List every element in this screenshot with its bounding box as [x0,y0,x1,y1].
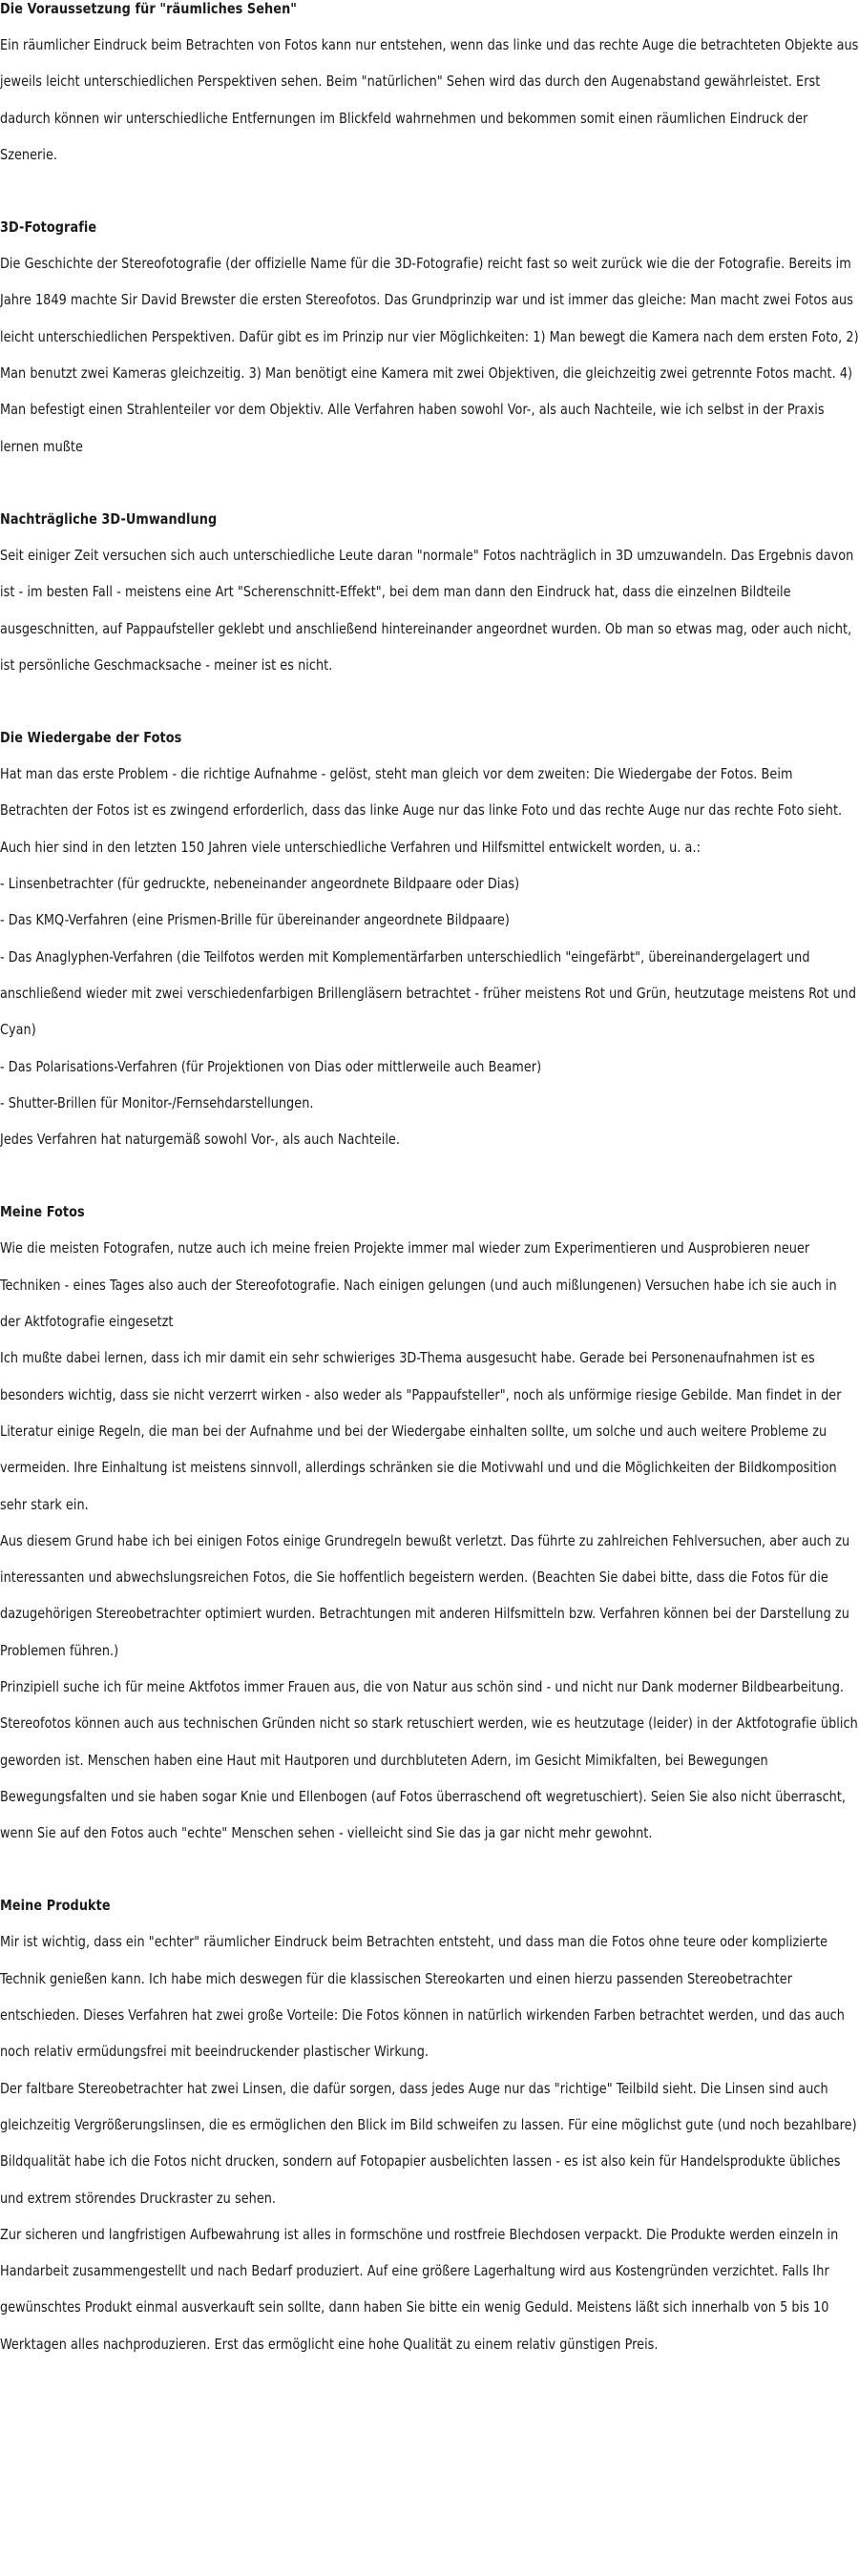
list-item: - Das Anaglyphen-Verfahren (die Teilfotos werden mit Komplementärfarben unterschiedlich "eingefärbt", übereinandergelagert und anschließend wieder mit zwei verschiedenfarbigen Brillengläsern betrachtet - früher meistens Rot und Grün, heutzutage meistens Rot und Cyan) [0,947,857,1039]
paragraph: Ein räumlicher Eindruck beim Betrachten von Fotos kann nur entstehen, wenn das linke und das rechte Auge die betrachteten Objekte aus jeweils leicht unterschiedlichen Perspektiven sehen. Beim "natürlichen" Sehen wird das durch den Augenabstand gewährleistet. Erst dadurch können wir unterschiedliche Entfernungen im Blickfeld wahrnehmen und bekommen somit einen räumlichen Eindruck der Szenerie. [0,36,859,163]
paragraph: Auch hier sind in den letzten 150 Jahren viele unterschiedliche Verfahren und Hilfsmittel entwickelt worden, u. a.: [0,838,701,856]
section-meine-produkte [0,1887,859,2362]
paragraph: Prinzipiell suche ich für meine Aktfotos immer Frauen aus, die von Natur aus schön sind - und nicht nur Dank moderner Bildbearbeitung. Stereofotos können auch aus technischen Gründen nicht so stark retuschiert werden, wie es heutzutage (leider) in der Aktfotografie üblich geworden ist. Menschen haben eine Haut mit Hautporen und durchbluteten Adern, im Gesicht Mimikfalten, bei Bewegungen Bewegungsfalten und sie haben sogar Knie und Ellenbogen (auf Fotos überraschend oft wegretuschiert). Seien Sie also nicht überrascht, wenn Sie auf den Fotos auch "echte" Menschen sehen - vielleicht sind Sie das ja gar nicht mehr gewohnt. [0,1677,858,1842]
section-heading: Die Voraussetzung für "räumliches Sehen" [0,0,298,17]
list-item: - Linsenbetrachter (für gedruckte, nebeneinander angeordnete Bildpaare oder Dias) [0,875,520,893]
section-heading: 3D-Fotografie [0,218,97,237]
section-wiedergabe [0,719,859,1157]
paragraph: Seit einiger Zeit versuchen sich auch unterschiedliche Leute daran "normale" Fotos nachträglich in 3D umzuwandeln. Das Ergebnis davon ist - im besten Fall - meistens eine Art "Scherenschnitt-Effekt", bei dem man dann den Eindruck hat, dass die einzelnen Bildteile ausgeschnitten, auf Pappaufsteller geklebt und anschließend hintereinander angeordnet wurden. Ob man so etwas mag, oder auch nicht, ist persönliche Geschmacksache - meiner ist es nicht. [0,546,854,674]
section-nachtraegliche-umwandlung [0,501,859,683]
section-raeumliches-sehen [0,0,859,173]
paragraph: Zur sicheren und langfristigen Aufbewahrung ist alles in formschöne und rostfreie Blechdosen verpackt. Die Produkte werden einzeln in Handarbeit zusammengestellt und nach Bedarf produziert. Auf eine größere Lagerhaltung wird aus Kostengründen verzichtet. Falls Ihr gewünschtes Produkt einmal ausverkauft sein sollte, dann haben Sie bitte ein wenig Geduld. Meistens läßt sich innerhalb von 5 bis 10 Werktagen alles nachproduzieren. Erst das ermöglicht eine hohe Qualität zu einem relativ günstigen Preis. [0,2225,839,2353]
paragraph: Die Geschichte der Stereofotografie (der offizielle Name für die 3D-Fotografie) reicht fast so weit zurück wie die der Fotografie. Bereits im Jahre 1849 machte Sir David Brewster die ersten Stereofotos. Das Grundprinzip war und ist immer das gleiche: Man macht zwei Fotos aus leicht unterschiedlichen Perspektiven. Dafür gibt es im Prinzip nur vier Möglichkeiten: 1) Man bewegt die Kamera nach dem ersten Foto, 2) Man benutzt zwei Kameras gleichzeitig. 3) Man benötigt eine Kamera mit zwei Objektiven, die gleichzeitig zwei getrennte Fotos macht. 4) Man befestigt einen Strahlenteiler vor dem Objektiv. Alle Verfahren haben sowohl Vor-, als auch Nachteile, wie ich selbst in der Praxis lernen mußte [0,255,859,455]
section-heading: Meine Produkte [0,1897,111,1915]
section-heading: Die Wiedergabe der Fotos [0,729,182,747]
section-heading: Nachträgliche 3D-Umwandlung [0,509,218,528]
paragraph: Hat man das erste Problem - die richtige Aufnahme - gelöst, steht man gleich vor dem zweiten: Die Wiedergabe der Fotos. Beim Betrachten der Fotos ist es zwingend erforderlich, dass das linke Auge nur das linke Foto und das rechte Auge nur das rechte Foto sieht. [0,765,843,820]
paragraph: Aus diesem Grund habe ich bei einigen Fotos einige Grundregeln bewußt verletzt. Das führte zu zahlreichen Fehlversuchen, aber auch zu interessanten und abwechslungsreichen Fotos, die Sie hoffentlich begeistern werden. (Beachten Sie dabei bitte, dass die Fotos für die dazugehörigen Stereobetrachter optimiert wurden. Betrachtungen mit anderen Hilfsmitteln bzw. Verfahren können bei der Darstellung zu Problemen führen.) [0,1531,850,1659]
list-item: - Das KMQ-Verfahren (eine Prismen-Brille für übereinander angeordnete Bildpaare) [0,911,510,929]
list-item: - Das Polarisations-Verfahren (für Projektionen von Dias oder mittlerweile auch Beamer) [0,1057,542,1075]
paragraph: Wie die meisten Fotografen, nutze auch ich meine freien Projekte immer mal wieder zum Experimentieren und Ausprobieren neuer Techniken - eines Tages also auch der Stereofotografie. Nach einigen gelungen (und auch mißlungenen) Versuchen habe ich sie auch in der Aktfotografie eingesetzt [0,1239,837,1331]
paragraph: Der faltbare Stereobetrachter hat zwei Linsen, die dafür sorgen, dass jedes Auge nur das "richtige" Teilbild sieht. Die Linsen sind auch gleichzeitig Vergrößerungslinsen, die es ermöglichen den Blick im Bild schweifen zu lassen. Für eine möglichst gute (und noch bezahlbare) Bildqualität habe ich die Fotos nicht drucken, sondern auf Fotopapier ausbelichten lassen - es ist also kein für Handelsprodukte übliches und extrem störendes Druckraster zu sehen. [0,2079,857,2207]
paragraph: Ich mußte dabei lernen, dass ich mir damit ein sehr schwieriges 3D-Thema ausgesucht habe. Gerade bei Personenaufnahmen ist es besonders wichtig, dass sie nicht verzerrt wirken - also weder als "Pappaufsteller", noch als unförmige riesige Gebilde. Man findet in der Literatur einige Regeln, die man bei der Aufnahme und bei der Wiedergabe einhalten sollte, um solche und auch weitere Probleme zu vermeiden. Ihre Einhaltung ist meistens sinnvoll, allerdings schränken sie die Motivwahl und und die Möglichkeiten der Bildkomposition sehr stark ein. [0,1349,842,1513]
section-heading: Meine Fotos [0,1203,85,1221]
section-meine-fotos [0,1194,859,1851]
section-3d-fotografie [0,209,859,465]
list-item: - Shutter-Brillen für Monitor-/Fernsehdarstellungen. [0,1093,314,1111]
paragraph: Mir ist wichtig, dass ein "echter" räumlicher Eindruck beim Betrachten entsteht, und dass man die Fotos ohne teure oder komplizierte Technik genießen kann. Ich habe mich deswegen für die klassischen Stereokarten und einen hierzu passenden Stereobetrachter entschieden. Dieses Verfahren hat zwei große Vorteile: Die Fotos können in natürlich wirkenden Farben betrachtet werden, und das auch noch relativ ermüdungsfrei mit beeindruckender plastischer Wirkung. [0,1933,845,2061]
paragraph: Jedes Verfahren hat naturgemäß sowohl Vor-, als auch Nachteile. [0,1131,401,1149]
